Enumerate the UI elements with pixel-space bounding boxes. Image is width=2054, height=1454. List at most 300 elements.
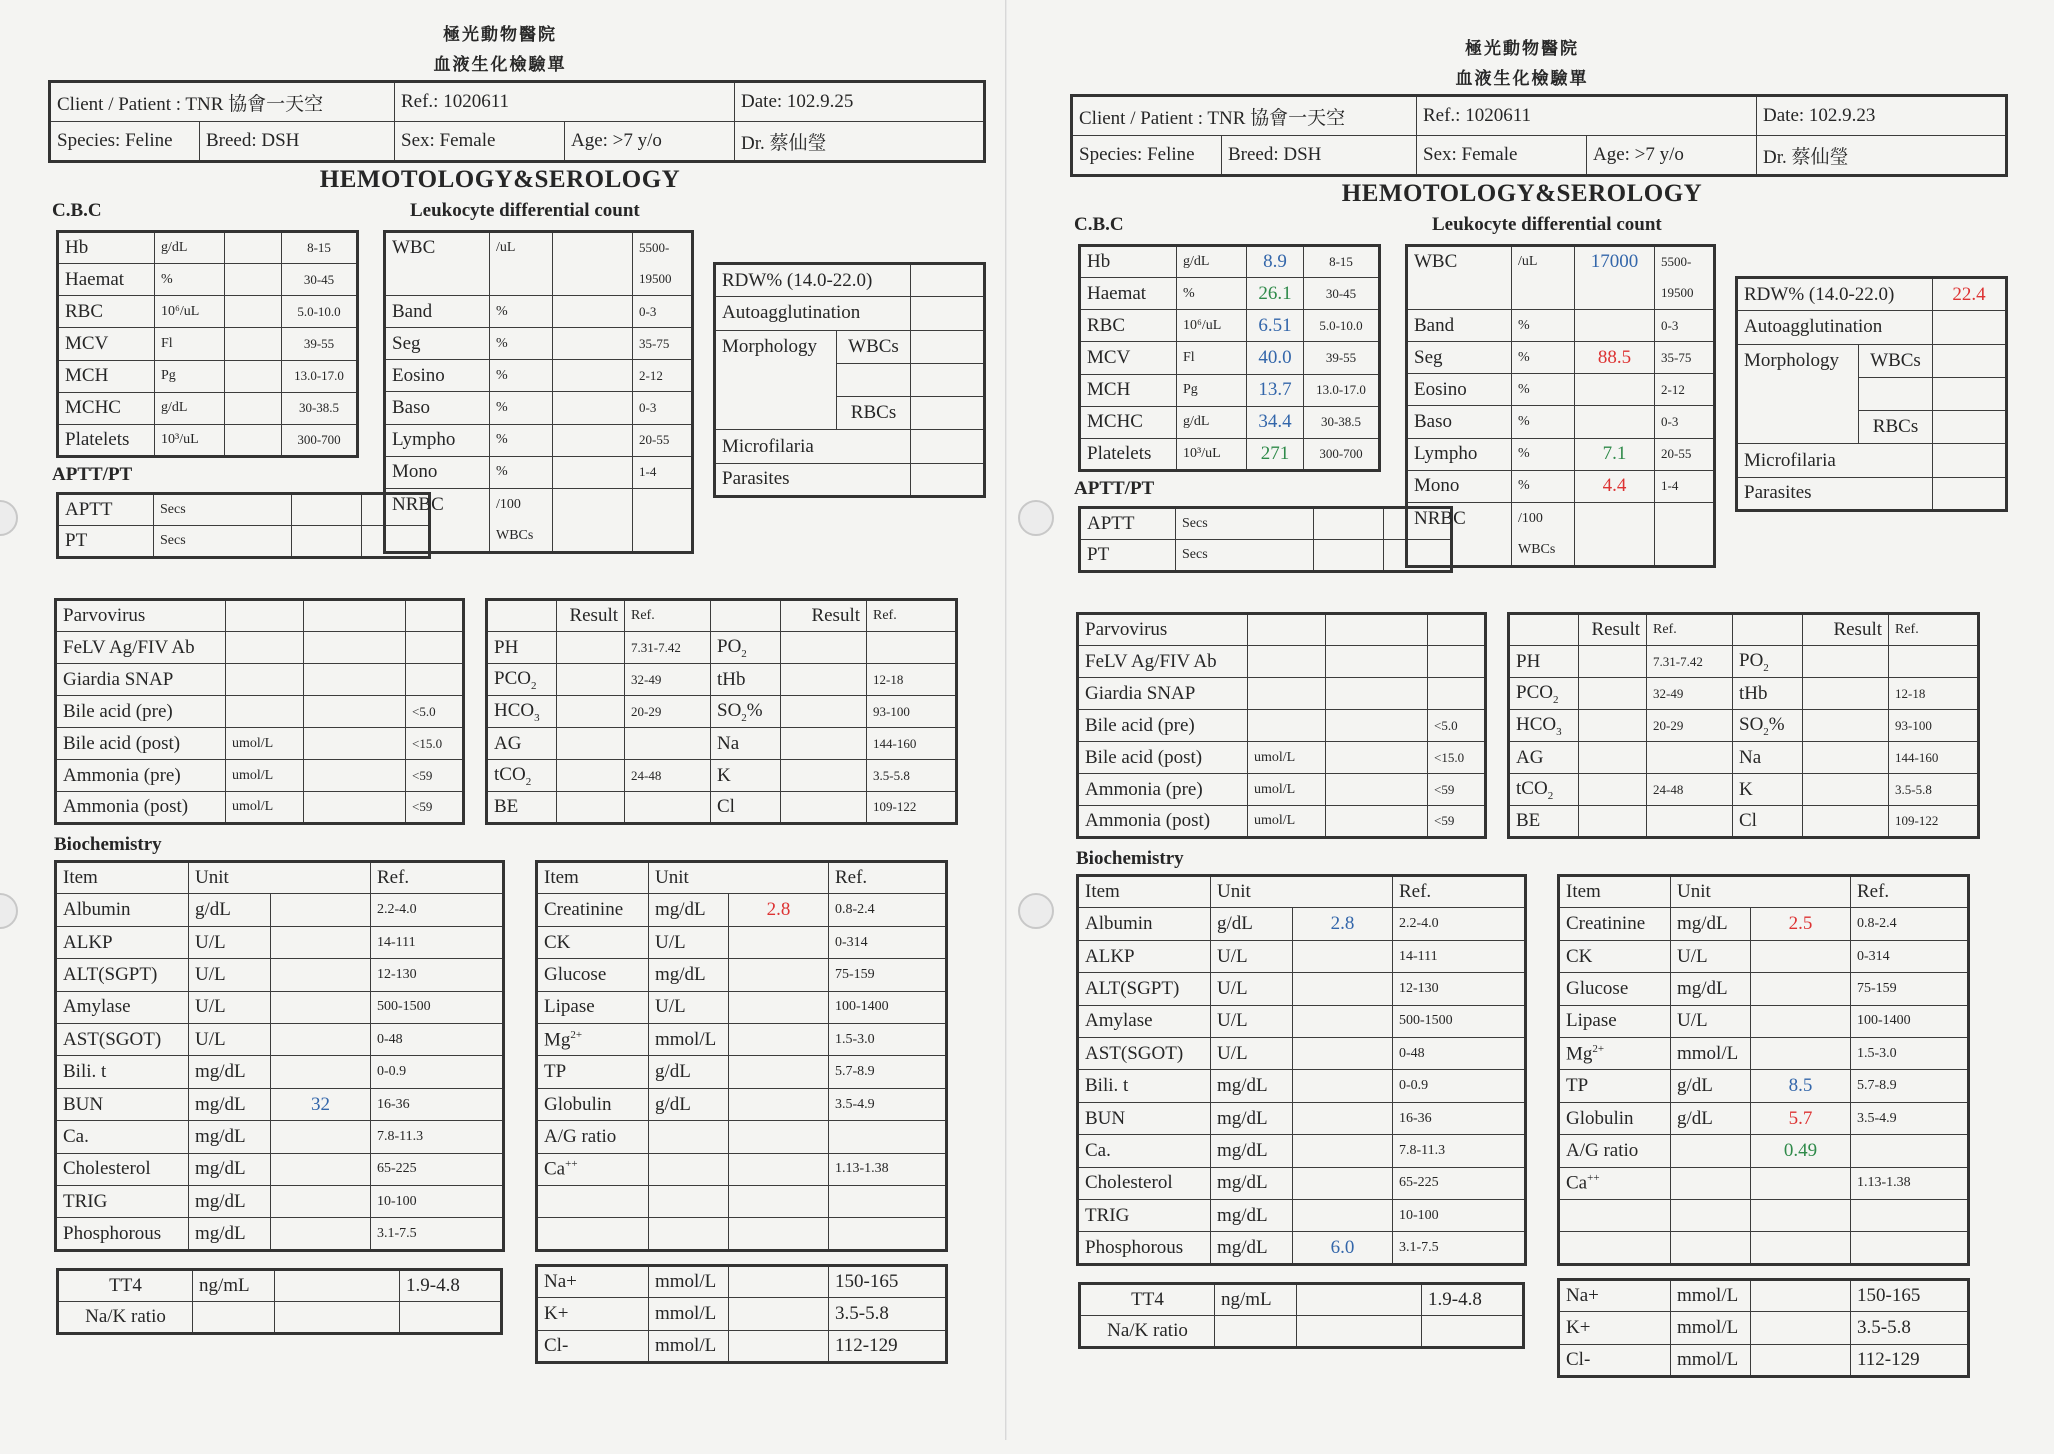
bio-ref [1851, 1135, 1969, 1167]
gas-ref: 32-49 [1647, 678, 1733, 710]
bio-item-label: Cholesterol [1085, 1172, 1173, 1194]
gas-item-name [1733, 678, 1803, 710]
bio-item-label: Phosphorous [1085, 1236, 1184, 1258]
gas-ref [1647, 806, 1733, 838]
coag-item-name: PT [58, 526, 154, 558]
cbc-unit: g/dL [1177, 246, 1247, 278]
serology-table [1076, 612, 1487, 839]
table-row [56, 1121, 504, 1153]
rdw-label: RDW% (14.0-22.0) [1737, 278, 1933, 311]
table-row [1509, 742, 1979, 774]
electrolyte-value [1751, 1344, 1851, 1376]
table-row [1509, 806, 1979, 838]
bio-value [271, 991, 371, 1023]
table-row [1080, 342, 1380, 374]
bio-ref: 0-0.9 [1393, 1070, 1526, 1102]
gas-result-2 [781, 760, 867, 792]
bio-value: 6.0 [1293, 1232, 1393, 1265]
tt4-item-name: TT4 [1080, 1284, 1215, 1316]
bio-value [1293, 1167, 1393, 1199]
bio-item-label: Lipase [544, 996, 595, 1018]
report-date: Date: 102.9.23 [1757, 96, 2007, 136]
table-row [537, 926, 947, 958]
leukocyte-title: Leukocyte differential count [1432, 214, 1662, 235]
bio-item-name [56, 1056, 189, 1088]
serology-ref: <59 [406, 792, 464, 824]
gas-item-name [487, 696, 557, 728]
table-row [537, 1153, 947, 1185]
bio-value [1751, 1167, 1851, 1199]
table-row [1078, 678, 1486, 710]
nrbc-unit-wbcs: WBCs [490, 520, 553, 552]
diff-value [553, 360, 633, 392]
serology-item-name: FeLV Ag/FIV Ab [1078, 646, 1248, 678]
table-row [1559, 1102, 1969, 1134]
bio-ref: 3.1-7.5 [1393, 1232, 1526, 1265]
gas-ref-2: 12-18 [1889, 678, 1979, 710]
diff-ref: 0-3 [1655, 406, 1715, 438]
diff-value: 4.4 [1575, 470, 1655, 502]
cbc-value [225, 328, 282, 360]
coag-item-name: PT [1080, 540, 1176, 572]
gas-ref-2: 12-18 [867, 664, 957, 696]
bio-item-name [537, 959, 649, 991]
bio-item-name [1078, 1135, 1211, 1167]
table-row [537, 1218, 947, 1251]
bio-value [271, 1056, 371, 1088]
microfilaria-label: Microfilaria [1737, 444, 1933, 477]
table-row [537, 1056, 947, 1088]
tt4-value [1297, 1284, 1422, 1316]
bio-value [271, 926, 371, 958]
wbc-label: WBC [1407, 246, 1512, 278]
table-row [537, 1330, 947, 1362]
bio-unit: mg/dL [189, 1121, 271, 1153]
table-row [537, 1088, 947, 1120]
serology-unit [1248, 646, 1326, 678]
gas-item-name [1733, 806, 1803, 838]
bio-item-name [537, 926, 649, 958]
bio-value [1293, 1070, 1393, 1102]
bio-ref: 1.13-1.38 [1851, 1167, 1969, 1199]
table-row [1078, 1200, 1526, 1232]
bio-value [1751, 1200, 1851, 1232]
bio-ref: 10-100 [371, 1186, 504, 1218]
report-date: Date: 102.9.25 [735, 82, 985, 122]
bio-item-label: Mg [1566, 1042, 1593, 1064]
gas-result [1579, 646, 1647, 678]
serology-unit [1248, 614, 1326, 646]
table-row [1407, 342, 1715, 374]
table-row [1080, 406, 1380, 438]
bio-value [1751, 1005, 1851, 1037]
serology-ref: <15.0 [406, 728, 464, 760]
bio-item-name [56, 1186, 189, 1218]
cbc-ref: 39-55 [282, 328, 358, 360]
table-row [1407, 406, 1715, 438]
bio-ref: 1.13-1.38 [829, 1153, 947, 1185]
bio-unit: U/L [189, 959, 271, 991]
bio-unit: mg/dL [1211, 1200, 1293, 1232]
table-row [1080, 278, 1380, 310]
bio-unit [649, 1186, 729, 1218]
cbc-value [225, 264, 282, 296]
cbc-ref: 300-700 [1304, 438, 1380, 470]
gas-ref-2: 93-100 [867, 696, 957, 728]
electrolyte-name: Na+ [1559, 1280, 1671, 1312]
diff-unit: % [1512, 310, 1575, 342]
bio-item-name [537, 1186, 649, 1218]
electrolyte-ref: 112-129 [1851, 1344, 1969, 1376]
bio-ref: 0-314 [1851, 940, 1969, 972]
serology-value [304, 760, 406, 792]
serology-item-name: Parvovirus [1078, 614, 1248, 646]
wbc-ref-upper: 19500 [1655, 278, 1715, 310]
rdw-value: 22.4 [1933, 278, 2007, 311]
coag-value [292, 526, 362, 558]
table-row [1078, 1167, 1526, 1199]
gas-item-label: Cl [1739, 810, 1757, 831]
table-row [58, 424, 358, 456]
tt4-unit [1215, 1316, 1297, 1348]
morphology-table [1735, 276, 2008, 512]
serology-item-name: FeLV Ag/FIV Ab [56, 632, 226, 664]
cbc-item-name: MCH [58, 360, 155, 392]
serology-value [304, 792, 406, 824]
serology-unit: umol/L [1248, 806, 1326, 838]
table-row [1078, 1135, 1526, 1167]
diff-item-name: Mono [385, 456, 490, 488]
table-row [56, 728, 464, 760]
bio-item-name [537, 1218, 649, 1251]
cbc-unit: g/dL [155, 232, 225, 264]
gas-item-subscript: 2 [741, 711, 747, 724]
bio-item-name [1559, 1232, 1671, 1265]
table-row [385, 392, 693, 424]
bio-unit: mg/dL [189, 1088, 271, 1120]
gas-ref: 24-48 [625, 760, 711, 792]
cbc-unit: g/dL [155, 392, 225, 424]
bio-ref [829, 1186, 947, 1218]
coag-unit: Secs [154, 494, 292, 526]
cbc-value [225, 360, 282, 392]
bio-unit: mg/dL [1671, 973, 1751, 1005]
bio-unit: g/dL [649, 1056, 729, 1088]
bio-item-label: Albumin [1085, 913, 1153, 935]
bio-item-label: Lipase [1566, 1010, 1617, 1032]
bio-item-name [56, 959, 189, 991]
serology-value [304, 632, 406, 664]
gas-item-suffix: % [1768, 713, 1785, 735]
nrbc-label: NRBC [385, 488, 490, 520]
table-row [56, 600, 464, 632]
bio-item-label: Mg [544, 1028, 571, 1050]
gas-item-label: tHb [1739, 682, 1768, 704]
diff-ref: 2-12 [633, 360, 693, 392]
serology-item-name: Ammonia (pre) [56, 760, 226, 792]
biochemistry-table-2 [1557, 874, 1970, 1266]
gas-item-name [1509, 742, 1579, 774]
serology-unit [1248, 678, 1326, 710]
tt4-value [275, 1270, 400, 1302]
serology-item-name: Ammonia (post) [1078, 806, 1248, 838]
biochemistry-title: Biochemistry [1076, 848, 1184, 869]
bio-item-name [537, 1056, 649, 1088]
bio-item-label: ALKP [63, 931, 113, 953]
bio-item-name [1078, 1070, 1211, 1102]
bio-unit: mg/dL [189, 1056, 271, 1088]
table-row [1509, 774, 1979, 806]
gas-result-header: Result [557, 600, 625, 632]
diff-unit: % [490, 424, 553, 456]
bio-item-label: Creatinine [544, 899, 624, 921]
bio-item-name [1559, 1038, 1671, 1070]
diff-item-name: Band [1407, 310, 1512, 342]
serology-unit: umol/L [226, 728, 304, 760]
bio-item-name [1078, 1005, 1211, 1037]
electrolyte-name: Cl- [1559, 1344, 1671, 1376]
bio-item-name [537, 1121, 649, 1153]
bio-ref: 65-225 [1393, 1167, 1526, 1199]
bio-unit [1671, 1135, 1751, 1167]
gas-item-name [487, 760, 557, 792]
gas-ref [625, 792, 711, 824]
serology-value [304, 728, 406, 760]
bio2-unit-header: Unit [649, 862, 829, 894]
cbc-item-name: RBC [1080, 310, 1177, 342]
bio-value: 0.49 [1751, 1135, 1851, 1167]
gas-result-2 [781, 792, 867, 824]
leukocyte-table [1405, 244, 1716, 568]
diff-item-name: Mono [1407, 470, 1512, 502]
table-row [1559, 1070, 1969, 1102]
bio-unit: mmol/L [649, 1024, 729, 1056]
bio-ref: 1.5-3.0 [829, 1024, 947, 1056]
diff-value: 88.5 [1575, 342, 1655, 374]
bio-item-superscript: 2+ [570, 1028, 583, 1041]
cbc-unit: % [1177, 278, 1247, 310]
serology-ref: <15.0 [1428, 742, 1486, 774]
diff-value [553, 392, 633, 424]
table-row [58, 360, 358, 392]
cbc-value: 6.51 [1247, 310, 1304, 342]
species: Species: Feline [50, 122, 200, 162]
gas-item-label: PO [1739, 649, 1764, 671]
serology-item-name: Giardia SNAP [1078, 678, 1248, 710]
diff-item-name: Baso [1407, 406, 1512, 438]
bio-item-label: A/G ratio [544, 1125, 617, 1147]
bio-item-name [1078, 908, 1211, 940]
tt4-item-name: Na/K ratio [1080, 1316, 1215, 1348]
gas-item-label: K [1739, 778, 1753, 800]
table-row [1407, 310, 1715, 342]
serology-unit [226, 600, 304, 632]
coag-value [292, 494, 362, 526]
table-row [56, 991, 504, 1023]
gas-result [1579, 806, 1647, 838]
gas-ref-2: 3.5-5.8 [1889, 774, 1979, 806]
autoagglutination-label: Autoagglutination [715, 297, 911, 330]
bio-ref: 100-1400 [1851, 1005, 1969, 1037]
table-row [56, 926, 504, 958]
bio-ref: 5.7-8.9 [1851, 1070, 1969, 1102]
morphology-label: Morphology [715, 330, 837, 363]
bio-item-label: TRIG [1085, 1204, 1130, 1226]
bio-ref: 10-100 [1393, 1200, 1526, 1232]
electrolyte-ref: 3.5-5.8 [1851, 1312, 1969, 1344]
table-row [58, 526, 430, 558]
wbc-ref: 5500- [1655, 246, 1715, 278]
bio-value [1293, 1005, 1393, 1037]
diff-ref: 2-12 [1655, 374, 1715, 406]
gas-item-subscript: 2 [530, 679, 537, 692]
serology-value [1326, 806, 1428, 838]
bio-value [1293, 1135, 1393, 1167]
tt4-table [56, 1268, 503, 1335]
table-row [385, 456, 693, 488]
serology-item-name: Bile acid (pre) [56, 696, 226, 728]
bio-unit: U/L [1671, 940, 1751, 972]
morph-wbcs-label: WBCs [1859, 344, 1933, 377]
wbc-value: 17000 [1575, 246, 1655, 278]
bio-item-name [1078, 1232, 1211, 1265]
table-row [1407, 438, 1715, 470]
gas-result [1579, 710, 1647, 742]
cbc-item-name: Hb [1080, 246, 1177, 278]
cbc-item-name: Haemat [58, 264, 155, 296]
bio-item-name [1078, 973, 1211, 1005]
table-row [56, 959, 504, 991]
gas-result-2 [1803, 806, 1889, 838]
microfilaria-label: Microfilaria [715, 430, 911, 463]
serology-ref: <5.0 [1428, 710, 1486, 742]
table-row [56, 1088, 504, 1120]
table-row [1559, 1200, 1969, 1232]
cbc-item-name: MCV [1080, 342, 1177, 374]
table-row [385, 328, 693, 360]
table-row [58, 1270, 502, 1302]
table-row [1078, 940, 1526, 972]
bio-item-label: Ca. [1085, 1139, 1111, 1161]
table-row [56, 760, 464, 792]
table-row [1078, 774, 1486, 806]
morph-rbcs-label: RBCs [1859, 411, 1933, 444]
serology-item-name: Bile acid (post) [1078, 742, 1248, 774]
diff-item-name: Seg [385, 328, 490, 360]
diff-ref: 1-4 [1655, 470, 1715, 502]
bio-item-name [1559, 908, 1671, 940]
electrolyte-value [729, 1330, 829, 1362]
cbc-unit: Pg [1177, 374, 1247, 406]
gas-ref-2: 3.5-5.8 [867, 760, 957, 792]
sex: Sex: Female [395, 122, 565, 162]
doctor: Dr. 蔡仙瑩 [735, 122, 985, 162]
bio-value: 8.5 [1751, 1070, 1851, 1102]
electrolyte-unit: mmol/L [1671, 1344, 1751, 1376]
diff-ref: 20-55 [633, 424, 693, 456]
table-row [1080, 310, 1380, 342]
gas-result [557, 632, 625, 664]
cbc-title: C.B.C [52, 200, 102, 221]
client-patient: Client / Patient : TNR 協會一天空 [50, 82, 395, 122]
bio-item-label: Bili. t [63, 1061, 107, 1083]
table-row [1559, 940, 1969, 972]
cbc-ref: 39-55 [1304, 342, 1380, 374]
table-row [1080, 246, 1380, 278]
sheet-title: 血液生化檢驗單 [1455, 69, 1589, 88]
bio-value [1751, 1232, 1851, 1265]
electrolyte-unit: mmol/L [649, 1266, 729, 1298]
gas-item-name [711, 664, 781, 696]
tt4-unit [193, 1302, 275, 1334]
gas-result-2 [781, 696, 867, 728]
bio-unit: mg/dL [1211, 1070, 1293, 1102]
cbc-title: C.B.C [1074, 214, 1124, 235]
bio-unit-header: Unit [1211, 876, 1393, 908]
gas-result [1579, 742, 1647, 774]
bio-item-label: TRIG [63, 1190, 108, 1212]
bio-item-label: Phosphorous [63, 1222, 162, 1244]
diff-unit: % [1512, 374, 1575, 406]
leukocyte-title: Leukocyte differential count [410, 200, 640, 221]
bio-item-label: Amylase [1085, 1010, 1153, 1032]
table-row [385, 296, 693, 328]
coag-value [1314, 508, 1384, 540]
table-row [1078, 908, 1526, 940]
bio-item-name [1078, 1167, 1211, 1199]
bio-value [271, 1121, 371, 1153]
gas-result [557, 792, 625, 824]
doctor: Dr. 蔡仙瑩 [1757, 136, 2007, 176]
gas-result-2 [1803, 710, 1889, 742]
table-row [1559, 1135, 1969, 1167]
serology-unit [226, 632, 304, 664]
table-row [1559, 1280, 1969, 1312]
bio-value [271, 1153, 371, 1185]
bio2-ref-header: Ref. [829, 862, 947, 894]
bio-unit: g/dL [189, 894, 271, 926]
bio-unit: mg/dL [649, 959, 729, 991]
gas-ref: 7.31-7.42 [625, 632, 711, 664]
gas-ref-2: 109-122 [1889, 806, 1979, 838]
rdw-label: RDW% (14.0-22.0) [715, 264, 911, 297]
gas-item-name [1509, 678, 1579, 710]
gas-item-name [1509, 710, 1579, 742]
bio2-item-header: Item [537, 862, 649, 894]
diff-unit: % [1512, 342, 1575, 374]
morph-wbcs-label: WBCs [837, 330, 911, 363]
gas-item-name [1733, 774, 1803, 806]
bio-ref: 16-36 [1393, 1102, 1526, 1134]
table-row [487, 792, 957, 824]
diff-unit: % [490, 296, 553, 328]
morphology-table [713, 262, 986, 498]
bio-ref-header: Ref. [371, 862, 504, 894]
table-row [1509, 710, 1979, 742]
diff-ref: 0-3 [1655, 310, 1715, 342]
gas-item-name [487, 664, 557, 696]
tt4-ref: 1.9-4.8 [1422, 1284, 1524, 1316]
diff-item-name: Eosino [385, 360, 490, 392]
bio2-item-header: Item [1559, 876, 1671, 908]
serology-ref: <59 [406, 760, 464, 792]
bio-item-name [56, 1153, 189, 1185]
table-row [1078, 806, 1486, 838]
gas-item-label: K [717, 764, 731, 786]
bio-item-name [56, 1218, 189, 1251]
aptt-pt-table [56, 492, 431, 559]
gas-item-label: tCO [1516, 777, 1548, 799]
